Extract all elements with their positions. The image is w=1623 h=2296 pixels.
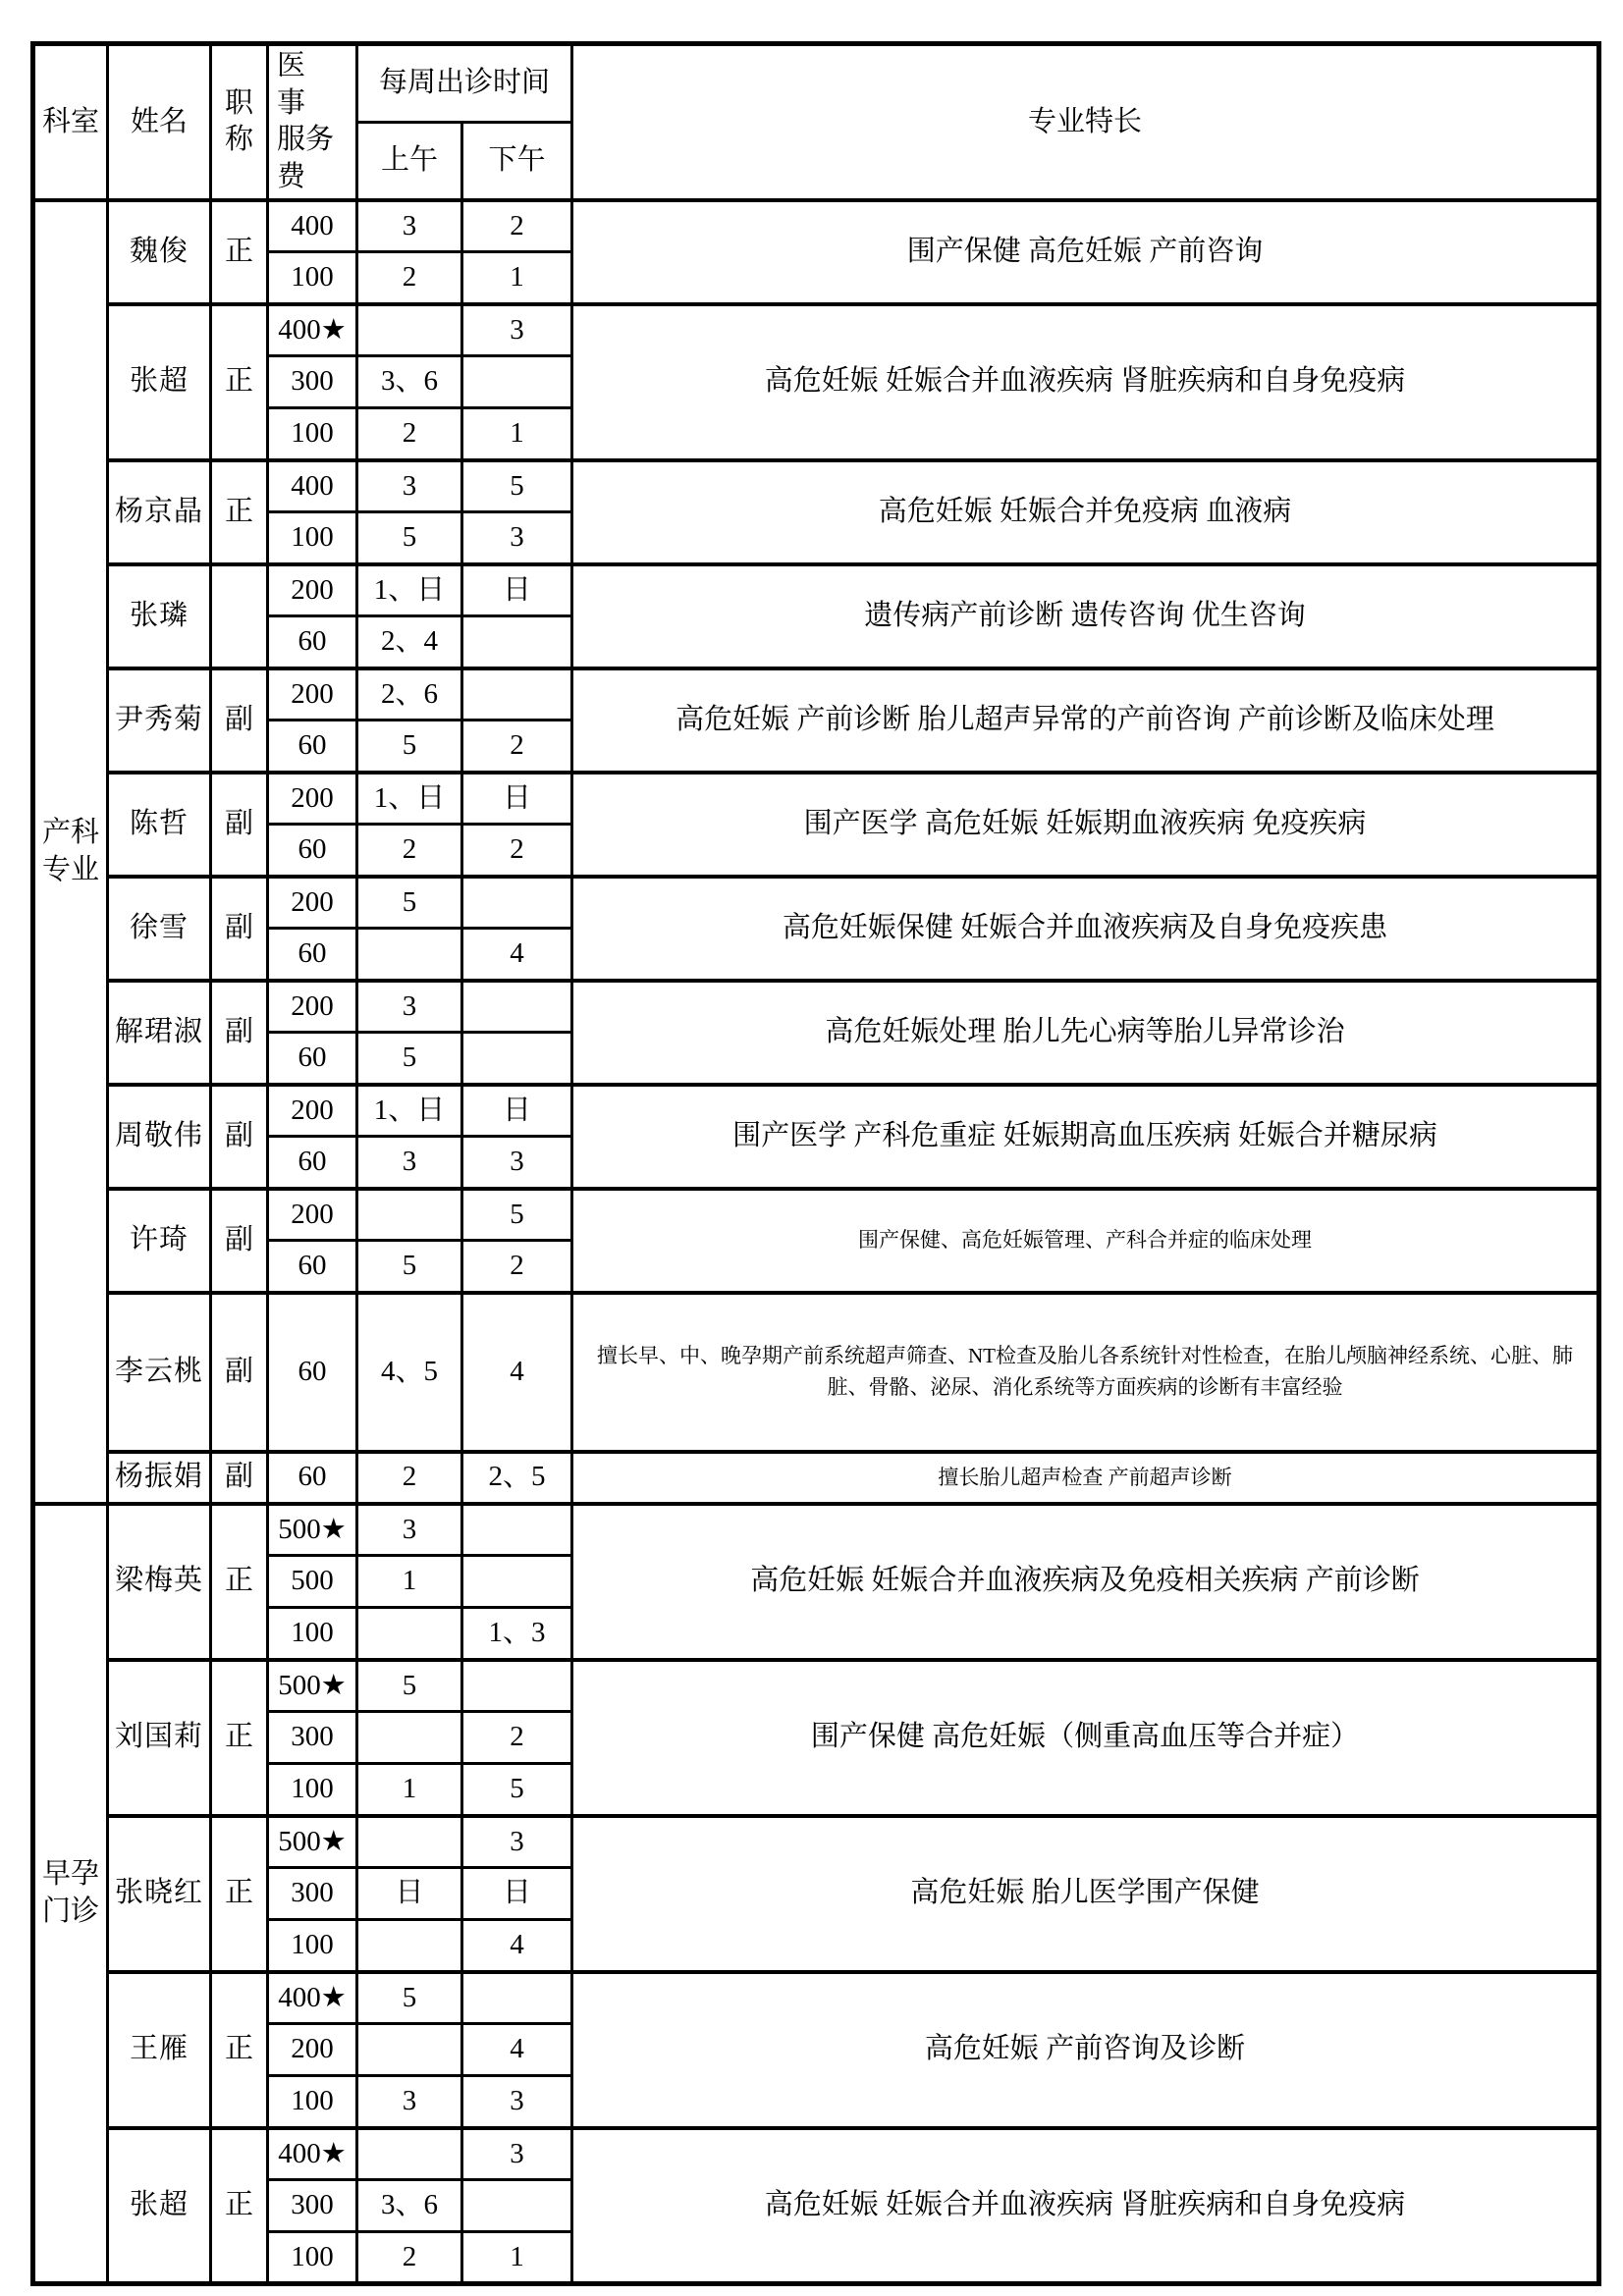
am-cell: 5 — [357, 1972, 462, 2024]
doctor-title-cell: 副 — [211, 773, 268, 877]
pm-cell — [462, 877, 572, 929]
am-cell: 2、4 — [357, 616, 462, 668]
pm-cell: 5 — [462, 1189, 572, 1241]
am-cell: 1 — [357, 1764, 462, 1816]
am-cell: 5 — [357, 721, 462, 773]
pm-cell: 日 — [462, 773, 572, 825]
specialty-cell: 高危妊娠 妊娠合并血液疾病及免疫相关疾病 产前诊断 — [572, 1504, 1599, 1660]
header-am: 上午 — [357, 122, 462, 199]
fee-cell: 100 — [268, 408, 357, 460]
specialty-cell: 高危妊娠 产前咨询及诊断 — [572, 1972, 1599, 2128]
am-cell: 2 — [357, 825, 462, 877]
doctor-row — [33, 460, 1599, 512]
am-cell — [357, 1920, 462, 1972]
am-cell: 3 — [357, 200, 462, 252]
doctor-name-cell: 王雁 — [108, 1972, 211, 2128]
specialty-cell: 高危妊娠 妊娠合并血液疾病 肾脏疾病和自身免疫病 — [572, 304, 1599, 460]
doctor-row — [33, 981, 1599, 1033]
header-specialty: 专业特长 — [572, 44, 1599, 200]
fee-cell: 100 — [268, 252, 357, 304]
doctor-name-cell: 杨京晶 — [108, 460, 211, 564]
specialty-cell: 擅长胎儿超声检查 产前超声诊断 — [572, 1452, 1599, 1504]
doctor-row — [33, 564, 1599, 616]
specialty-cell: 围产医学 高危妊娠 妊娠期血液疾病 免疫疾病 — [572, 773, 1599, 877]
doctor-row — [33, 1816, 1599, 1868]
header-schedule: 每周出诊时间 — [357, 44, 572, 123]
specialty-cell: 遗传病产前诊断 遗传咨询 优生咨询 — [572, 564, 1599, 668]
doctor-row — [33, 304, 1599, 356]
doctor-title-cell: 副 — [211, 1189, 268, 1293]
pm-cell: 4 — [462, 1920, 572, 1972]
pm-cell — [462, 1556, 572, 1608]
am-cell: 5 — [357, 512, 462, 564]
pm-cell: 3 — [462, 2128, 572, 2180]
fee-cell: 300 — [268, 1868, 357, 1920]
pm-cell: 日 — [462, 564, 572, 616]
am-cell — [357, 1712, 462, 1764]
doctor-name-cell: 周敬伟 — [108, 1085, 211, 1189]
pm-cell: 3 — [462, 2076, 572, 2128]
doctor-title-cell: 副 — [211, 668, 268, 773]
am-cell: 1、日 — [357, 564, 462, 616]
pm-cell: 4 — [462, 929, 572, 981]
am-cell: 1 — [357, 1556, 462, 1608]
department-cell: 早孕门诊 — [33, 1504, 108, 2284]
am-cell — [357, 304, 462, 356]
fee-cell: 500★ — [268, 1660, 357, 1712]
doctor-name-cell: 李云桃 — [108, 1293, 211, 1452]
doctor-title-cell — [211, 564, 268, 668]
doctor-row — [33, 1504, 1599, 1556]
am-cell — [357, 2128, 462, 2180]
fee-cell: 400★ — [268, 1972, 357, 2024]
doctor-title-cell: 副 — [211, 1452, 268, 1504]
doctor-row — [33, 2128, 1599, 2180]
fee-cell: 400★ — [268, 2128, 357, 2180]
fee-cell: 200 — [268, 877, 357, 929]
table-header — [33, 44, 1599, 200]
pm-cell: 3 — [462, 1816, 572, 1868]
doctor-name-cell: 徐雪 — [108, 877, 211, 981]
header-name: 姓名 — [108, 44, 211, 200]
header-row-1 — [33, 44, 1599, 123]
pm-cell — [462, 1033, 572, 1085]
am-cell: 3、6 — [357, 356, 462, 408]
fee-cell: 60 — [268, 616, 357, 668]
specialty-cell: 围产保健 高危妊娠（侧重高血压等合并症） — [572, 1660, 1599, 1816]
department-cell: 产科专业 — [33, 200, 108, 1504]
header-fee-line1: 医 事 — [277, 50, 335, 119]
pm-cell — [462, 668, 572, 721]
fee-cell: 100 — [268, 1764, 357, 1816]
pm-cell: 5 — [462, 460, 572, 512]
am-cell: 3、6 — [357, 2180, 462, 2232]
doctor-title-cell: 正 — [211, 1816, 268, 1972]
table-body — [33, 200, 1599, 2284]
pm-cell: 3 — [462, 304, 572, 356]
fee-cell: 100 — [268, 512, 357, 564]
fee-cell: 60 — [268, 721, 357, 773]
am-cell: 5 — [357, 1660, 462, 1712]
header-pm: 下午 — [462, 122, 572, 199]
doctor-row — [33, 1293, 1599, 1452]
pm-cell: 1 — [462, 252, 572, 304]
doctor-schedule-table — [30, 41, 1601, 2286]
fee-cell: 60 — [268, 1293, 357, 1452]
doctor-row — [33, 773, 1599, 825]
fee-cell: 100 — [268, 1920, 357, 1972]
pm-cell: 3 — [462, 1137, 572, 1189]
doctor-title-cell: 副 — [211, 877, 268, 981]
doctor-row — [33, 877, 1599, 929]
am-cell: 2 — [357, 408, 462, 460]
am-cell: 2 — [357, 2232, 462, 2284]
pm-cell: 5 — [462, 1764, 572, 1816]
fee-cell: 60 — [268, 1033, 357, 1085]
am-cell: 1、日 — [357, 1085, 462, 1137]
pm-cell — [462, 2180, 572, 2232]
doctor-row — [33, 1085, 1599, 1137]
fee-cell: 300 — [268, 1712, 357, 1764]
fee-cell: 60 — [268, 825, 357, 877]
specialty-cell: 高危妊娠 妊娠合并血液疾病 肾脏疾病和自身免疫病 — [572, 2128, 1599, 2284]
fee-cell: 100 — [268, 2232, 357, 2284]
pm-cell — [462, 1504, 572, 1556]
fee-cell: 60 — [268, 1137, 357, 1189]
pm-cell — [462, 616, 572, 668]
fee-cell: 400★ — [268, 304, 357, 356]
am-cell: 5 — [357, 877, 462, 929]
am-cell — [357, 929, 462, 981]
am-cell: 3 — [357, 1137, 462, 1189]
fee-cell: 200 — [268, 981, 357, 1033]
pm-cell — [462, 356, 572, 408]
specialty-cell: 高危妊娠 产前诊断 胎儿超声异常的产前咨询 产前诊断及临床处理 — [572, 668, 1599, 773]
fee-cell: 60 — [268, 1452, 357, 1504]
doctor-title-cell: 副 — [211, 1293, 268, 1452]
specialty-cell: 擅长早、中、晚孕期产前系统超声筛查、NT检查及胎儿各系统针对性检查，在胎儿颅脑神经系统、心脏、肺脏、骨骼、泌尿、消化系统等方面疾病的诊断有丰富经验 — [572, 1293, 1599, 1452]
am-cell — [357, 2024, 462, 2076]
fee-cell: 200 — [268, 1189, 357, 1241]
am-cell: 日 — [357, 1868, 462, 1920]
pm-cell: 4 — [462, 1293, 572, 1452]
specialty-cell: 围产保健、高危妊娠管理、产科合并症的临床处理 — [572, 1189, 1599, 1293]
doctor-title-cell: 副 — [211, 981, 268, 1085]
doctor-name-cell: 刘国莉 — [108, 1660, 211, 1816]
am-cell: 3 — [357, 981, 462, 1033]
am-cell: 5 — [357, 1033, 462, 1085]
doctor-name-cell: 陈哲 — [108, 773, 211, 877]
header-fee-line2: 服务费 — [277, 124, 335, 193]
specialty-cell: 高危妊娠 妊娠合并免疫病 血液病 — [572, 460, 1599, 564]
doctor-name-cell: 尹秀菊 — [108, 668, 211, 773]
fee-cell: 300 — [268, 356, 357, 408]
pm-cell: 2、5 — [462, 1452, 572, 1504]
fee-cell: 200 — [268, 564, 357, 616]
doctor-row — [33, 1452, 1599, 1504]
doctor-title-cell: 正 — [211, 2128, 268, 2284]
am-cell: 5 — [357, 1241, 462, 1293]
am-cell: 2、6 — [357, 668, 462, 721]
specialty-cell: 高危妊娠处理 胎儿先心病等胎儿异常诊治 — [572, 981, 1599, 1085]
fee-cell: 500★ — [268, 1816, 357, 1868]
pm-cell — [462, 1660, 572, 1712]
fee-cell: 200 — [268, 2024, 357, 2076]
fee-cell: 500 — [268, 1556, 357, 1608]
doctor-name-cell: 解珺淑 — [108, 981, 211, 1085]
am-cell — [357, 1608, 462, 1660]
am-cell — [357, 1189, 462, 1241]
pm-cell: 1 — [462, 408, 572, 460]
doctor-row — [33, 668, 1599, 721]
pm-cell — [462, 1972, 572, 2024]
doctor-row — [33, 200, 1599, 252]
pm-cell: 4 — [462, 2024, 572, 2076]
doctor-name-cell: 杨振娟 — [108, 1452, 211, 1504]
doctor-title-cell: 副 — [211, 1085, 268, 1189]
pm-cell: 2 — [462, 721, 572, 773]
am-cell — [357, 1816, 462, 1868]
pm-cell: 3 — [462, 512, 572, 564]
doctor-name-cell: 张超 — [108, 2128, 211, 2284]
doctor-name-cell: 许琦 — [108, 1189, 211, 1293]
doctor-name-cell: 梁梅英 — [108, 1504, 211, 1660]
fee-cell: 200 — [268, 668, 357, 721]
doctor-row — [33, 1972, 1599, 2024]
pm-cell: 日 — [462, 1085, 572, 1137]
pm-cell: 1、3 — [462, 1608, 572, 1660]
am-cell: 2 — [357, 1452, 462, 1504]
doctor-row — [33, 1660, 1599, 1712]
pm-cell: 2 — [462, 825, 572, 877]
fee-cell: 400 — [268, 460, 357, 512]
pm-cell — [462, 981, 572, 1033]
fee-cell: 100 — [268, 2076, 357, 2128]
am-cell: 4、5 — [357, 1293, 462, 1452]
doctor-row — [33, 1189, 1599, 1241]
fee-cell: 200 — [268, 1085, 357, 1137]
doctor-name-cell: 张超 — [108, 304, 211, 460]
fee-cell: 300 — [268, 2180, 357, 2232]
am-cell: 3 — [357, 1504, 462, 1556]
fee-cell: 100 — [268, 1608, 357, 1660]
doctor-title-cell: 正 — [211, 200, 268, 304]
doctor-name-cell: 张晓红 — [108, 1816, 211, 1972]
fee-cell: 400 — [268, 200, 357, 252]
pm-cell: 2 — [462, 1241, 572, 1293]
specialty-cell: 高危妊娠 胎儿医学围产保健 — [572, 1816, 1599, 1972]
pm-cell: 日 — [462, 1868, 572, 1920]
header-fee — [268, 44, 357, 200]
am-cell: 3 — [357, 2076, 462, 2128]
am-cell: 1、日 — [357, 773, 462, 825]
doctor-name-cell: 张璘 — [108, 564, 211, 668]
doctor-title-cell: 正 — [211, 1972, 268, 2128]
specialty-cell: 围产医学 产科危重症 妊娠期高血压疾病 妊娠合并糖尿病 — [572, 1085, 1599, 1189]
pm-cell: 2 — [462, 1712, 572, 1764]
doctor-title-cell: 正 — [211, 460, 268, 564]
am-cell: 2 — [357, 252, 462, 304]
doctor-title-cell: 正 — [211, 304, 268, 460]
fee-cell: 60 — [268, 1241, 357, 1293]
doctor-title-cell: 正 — [211, 1504, 268, 1660]
header-department: 科室 — [33, 44, 108, 200]
fee-cell: 200 — [268, 773, 357, 825]
fee-cell: 60 — [268, 929, 357, 981]
doctor-name-cell: 魏俊 — [108, 200, 211, 304]
fee-cell: 500★ — [268, 1504, 357, 1556]
header-title: 职称 — [211, 44, 268, 200]
pm-cell: 1 — [462, 2232, 572, 2284]
specialty-cell: 围产保健 高危妊娠 产前咨询 — [572, 200, 1599, 304]
am-cell: 3 — [357, 460, 462, 512]
doctor-title-cell: 正 — [211, 1660, 268, 1816]
pm-cell: 2 — [462, 200, 572, 252]
specialty-cell: 高危妊娠保健 妊娠合并血液疾病及自身免疫疾患 — [572, 877, 1599, 981]
